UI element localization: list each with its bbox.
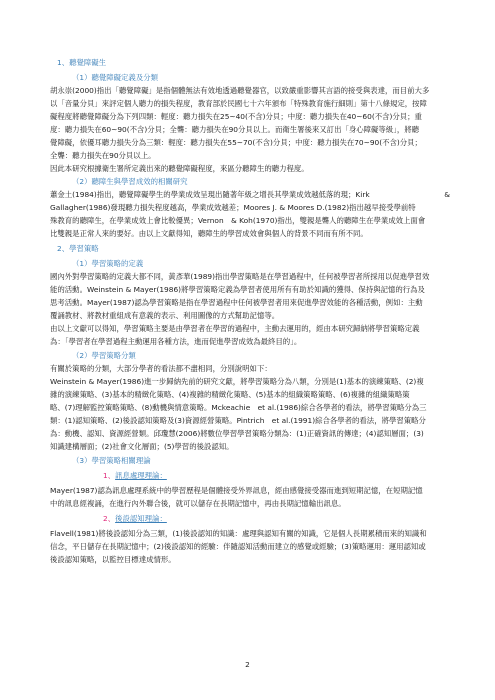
section-heading-learning-strategy: 2、學習策略 xyxy=(57,244,99,253)
subheading-related-research: （2）聽障生與學習成效的相關研究 xyxy=(72,177,188,186)
paragraph-line: 為：「學習者在學習過程主動運用各種方法，進而促進學習成效為最終目的」。 xyxy=(50,337,302,346)
paragraph-line: 全聾：聽力損失在90分貝以上。 xyxy=(50,151,156,160)
theory-heading-metacognition xyxy=(103,514,495,524)
paragraph-line: 為：動機、認知、資源經營類。邱瓊慧(2006)將數位學習學習策略分類為：(1)正確資訊的傳達；(4)認知層面；(3) xyxy=(50,429,424,438)
paragraph-line: 雜的演練策略、(3)基本的精緻化策略、(4)複雜的精緻化策略、(5)基本的組織策略策略、(6)複雜的組織策略策 xyxy=(50,390,410,399)
subheading-strategy-classification: （2）學習策略分類 xyxy=(72,351,136,360)
paragraph-line: 殊教育的聽障生，在學業成效上會比較優異；Vernon & Koh(1970)指出，雙親是聾人的聽障生在學業成效上面會 xyxy=(50,216,426,225)
paragraph-line: 礙程度將聽覺障礙分為下列四類：輕度：聽力損失在25~40(不含)分貝；中度：聽力損失在40~60(不含)分貝；重 xyxy=(50,112,422,121)
theory-title: 後設認知理論： xyxy=(115,514,167,523)
paragraph-line: 思考活動。Mayer(1987)認為學習策略是指在學習過程中任何被學習者用來促進學習效能的各種活動，例如：主動 xyxy=(50,298,423,307)
paragraph-line xyxy=(50,190,450,200)
page-number: 2 xyxy=(245,660,250,669)
paragraph-line: Weinstein & Mayer(1986)進一步歸納先前的研究文獻，將學習策略分為八類，分別是(1)基本的演練策略、(2)複 xyxy=(50,377,424,386)
paragraph-line: 能的活動。Weinstein & Mayer(1986)將學習策略定義為學習者使用所有有助於知識的獲得、保持與記憶的行為及 xyxy=(50,285,425,294)
paragraph-line: Mayer(1987)認為訊息處理系統中的學習歷程是個體接受外界訊息，經由感覺接受器而進到短期記憶，在短期記憶 xyxy=(50,486,423,495)
paragraph-line: 覆誦教材、將教材重組成有意義的表示、利用圖像的方式幫助記憶等。 xyxy=(50,311,280,320)
subheading-definition-classification: （1）聽覺障礙定義及分類 xyxy=(72,73,159,82)
paragraph-line: 以「音量分貝」來評定個人聽力的損失程度，教育部於民國七十六年頒布「特殊教育施行細則」第十八條規定，按障 xyxy=(50,99,427,108)
paragraph-line: Gallagher(1986)發現聽力損失程度越高，學業成效越差；Moores J. & Moores D.(1982)指出越早接受學前特 xyxy=(50,203,416,212)
paragraph-line: 由以上文獻可以得知，學習策略主要是由學習者在學習的過程中，主動去運用的，經由本研究歸納將學習策略定義 xyxy=(50,324,420,333)
paragraph-line-left: 蕭金土(1984)指出，聽覺障礙學生的學業成效呈現出隨著年級之增長其學業成效越低落的現；Kirk xyxy=(50,190,370,199)
paragraph-line: 度：聽力損失在60~90(不含)分貝；全聾：聽力損失在90分貝以上。而衛生署後來又訂出「身心障礙等級」，將聽 xyxy=(50,125,420,134)
paragraph-line: 有關於策略的分類，大部分學者的看法都不盡相同，分別說明如下： xyxy=(50,364,272,373)
paragraph-line: 覺障礙，依優耳聽力損失分為三類：輕度：聽力損失在55~70(不含)分貝；中度：聽力損失在70~90(不含)分貝； xyxy=(50,138,422,147)
theory-number: 2、 xyxy=(103,514,116,523)
paragraph-line: 略、(7)理解監控策略策略、(8)動機與情意策略。Mckeachie et al.(1986)綜合各學者的看法，將學習策略分為三 xyxy=(50,403,427,412)
paragraph-line: 中的訊息經複誦，在進行內外聯合後，就可以儲存在長期記憶中，再由長期記憶輸出訊息。 xyxy=(50,499,346,508)
paragraph-line: 後設認知策略，以監控目標達成情形。 xyxy=(50,555,176,564)
paragraph-line: 國內外對學習策略的定義大都不同，黃彥華(1989)指出學習策略是在學習過程中，任何被學習者所採用以促進學習效 xyxy=(50,272,430,281)
paragraph-line: 信念，平日儲存在長期記憶中；(2)後設認知的經驗：伴隨認知活動而建立的感覺或經驗；(3)策略運用：運用認知或 xyxy=(50,542,426,551)
theory-number: 1、 xyxy=(103,471,116,480)
paragraph-line: 類：(1)認知策略、(2)後設認知策略及(3)資源經營策略。Pintrich et al.(1991)綜合各學者的看法，將學習策略分 xyxy=(50,416,426,425)
paragraph-line: 比雙親是正常人來的要好。由以上文獻得知，聽障生的學習成效會與個人的背景不同而有所不同。 xyxy=(50,229,368,238)
paragraph-line: 知識建構層面；(2)社會文化層面；(5)學習的後設認知。 xyxy=(50,442,234,451)
paragraph-line: 因此本研究根據衛生署所定義出來的聽覺障礙程度，來區分聽障生的聽力程度。 xyxy=(50,164,309,173)
section-heading-hearing-impaired: 1、聽覺障礙生 xyxy=(57,58,107,67)
paragraph-line: Flavell(1981)將後設認知分為三類，(1)後設認知的知識：處理與認知有關的知識，它是個人長期累積而來的知識和 xyxy=(50,529,427,538)
paragraph-line: 胡永崇(2000)指出「聽覺障礙」是指個體無法有效地透過聽覺器官，以致嚴重影響其言語的接受與表達，而目前大多 xyxy=(50,86,430,95)
subheading-related-theories: （3）學習策略相關理論 xyxy=(72,456,151,465)
paragraph-line-right: & xyxy=(444,190,450,199)
theory-heading-information-processing xyxy=(103,471,495,481)
subheading-strategy-definition: （1）學習策略的定義 xyxy=(72,259,144,268)
theory-title: 訊息處理理論： xyxy=(115,471,167,480)
